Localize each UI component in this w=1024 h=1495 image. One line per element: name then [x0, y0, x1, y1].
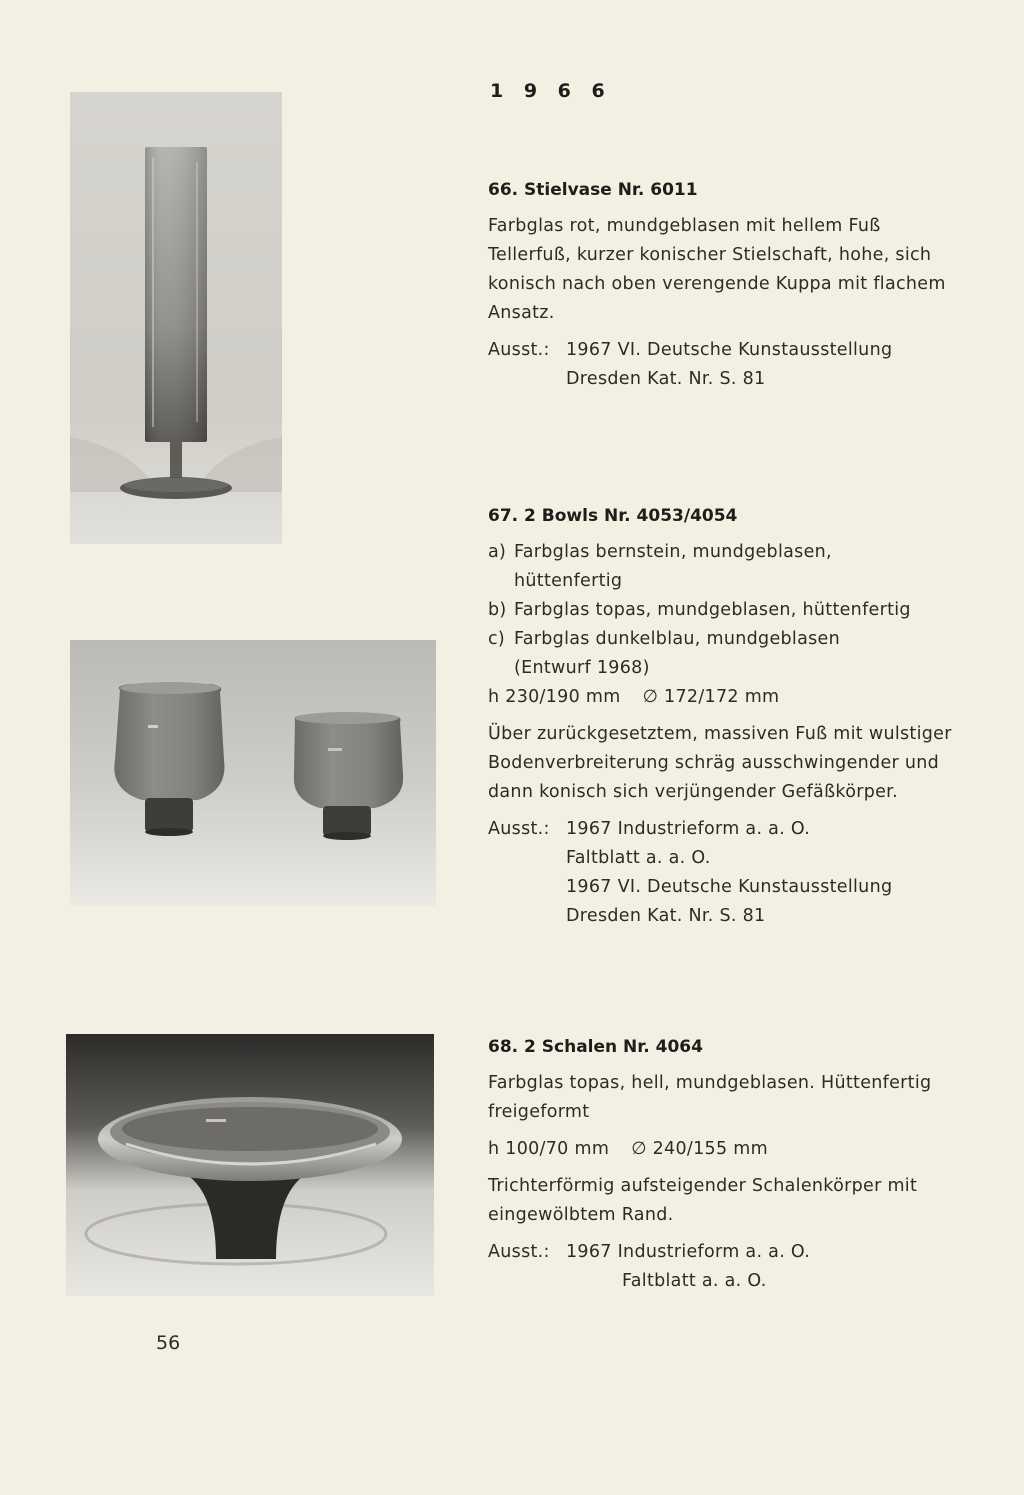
exhibitions-label: Ausst.:	[488, 819, 550, 839]
exhibitions-label: Ausst.:	[488, 340, 550, 360]
bowls-image	[70, 640, 436, 906]
diameter-value: ∅ 240/155 mm	[631, 1139, 768, 1159]
exhibitions	[488, 336, 988, 394]
exhibition-line: 1967 VI. Deutsche Kunstausstellung	[566, 877, 893, 897]
entry-title: 67. 2 Bowls Nr. 4053/4054	[488, 506, 738, 526]
photo-bowls	[70, 640, 436, 906]
schale-image	[66, 1034, 434, 1296]
exhibition-line: 1967 VI. Deutsche Kunstausstellung	[566, 340, 893, 360]
height-value: h 230/190 mm	[488, 687, 621, 707]
entry-material: Farbglas topas, hell, mundgeblasen. Hüttenfertig freigeformt	[488, 1073, 932, 1122]
exhibition-line: 1967 Industrieform a. a. O.	[566, 1242, 811, 1262]
entry-66	[488, 176, 988, 394]
exhibition-line: 1967 Industrieform a. a. O.	[566, 819, 811, 839]
dimensions	[488, 683, 988, 712]
height-value: h 100/70 mm	[488, 1139, 610, 1159]
exhibition-line: Dresden Kat. Nr. S. 81	[566, 369, 766, 389]
entry-67	[488, 502, 988, 931]
variant-c: c) Farbglas dunkelblau, mundgeblasen (Entwurf 1968)	[488, 629, 840, 678]
variant-a: a) Farbglas bernstein, mundgeblasen, hüttenfertig	[488, 542, 832, 591]
vase-image	[70, 92, 282, 544]
dimensions	[488, 1135, 988, 1164]
page-number: 56	[156, 1332, 181, 1354]
diameter-value: ∅ 172/172 mm	[642, 687, 780, 707]
entry-title: 66. Stielvase Nr. 6011	[488, 180, 698, 200]
entry-description: Farbglas rot, mundgeblasen mit hellem Fuß Tellerfuß, kurzer konischer Stielschaft, hohe, sich konisch nach oben verengende Kuppa mit flachem Ansatz.	[488, 216, 946, 323]
year-heading: 1 9 6 6	[490, 80, 612, 102]
exhibitions	[488, 815, 988, 931]
photo-schale	[66, 1034, 434, 1296]
exhibition-line: Faltblatt a. a. O.	[566, 848, 711, 868]
entry-description: Über zurückgesetztem, massiven Fuß mit wulstiger Bodenverbreiterung schräg ausschwingender und dann konisch sich verjüngender Gefäßkörper.	[488, 724, 952, 802]
entry-title: 68. 2 Schalen Nr. 4064	[488, 1037, 703, 1057]
exhibitions	[488, 1238, 988, 1296]
exhibition-line: Faltblatt a. a. O.	[622, 1271, 767, 1291]
variant-b: b) Farbglas topas, mundgeblasen, hüttenfertig	[488, 600, 911, 620]
exhibitions-label: Ausst.:	[488, 1242, 550, 1262]
entry-68	[488, 1033, 988, 1296]
entry-description: Trichterförmig aufsteigender Schalenkörper mit eingewölbtem Rand.	[488, 1176, 918, 1225]
photo-stielvase	[70, 92, 282, 544]
exhibition-line: Dresden Kat. Nr. S. 81	[566, 906, 766, 926]
